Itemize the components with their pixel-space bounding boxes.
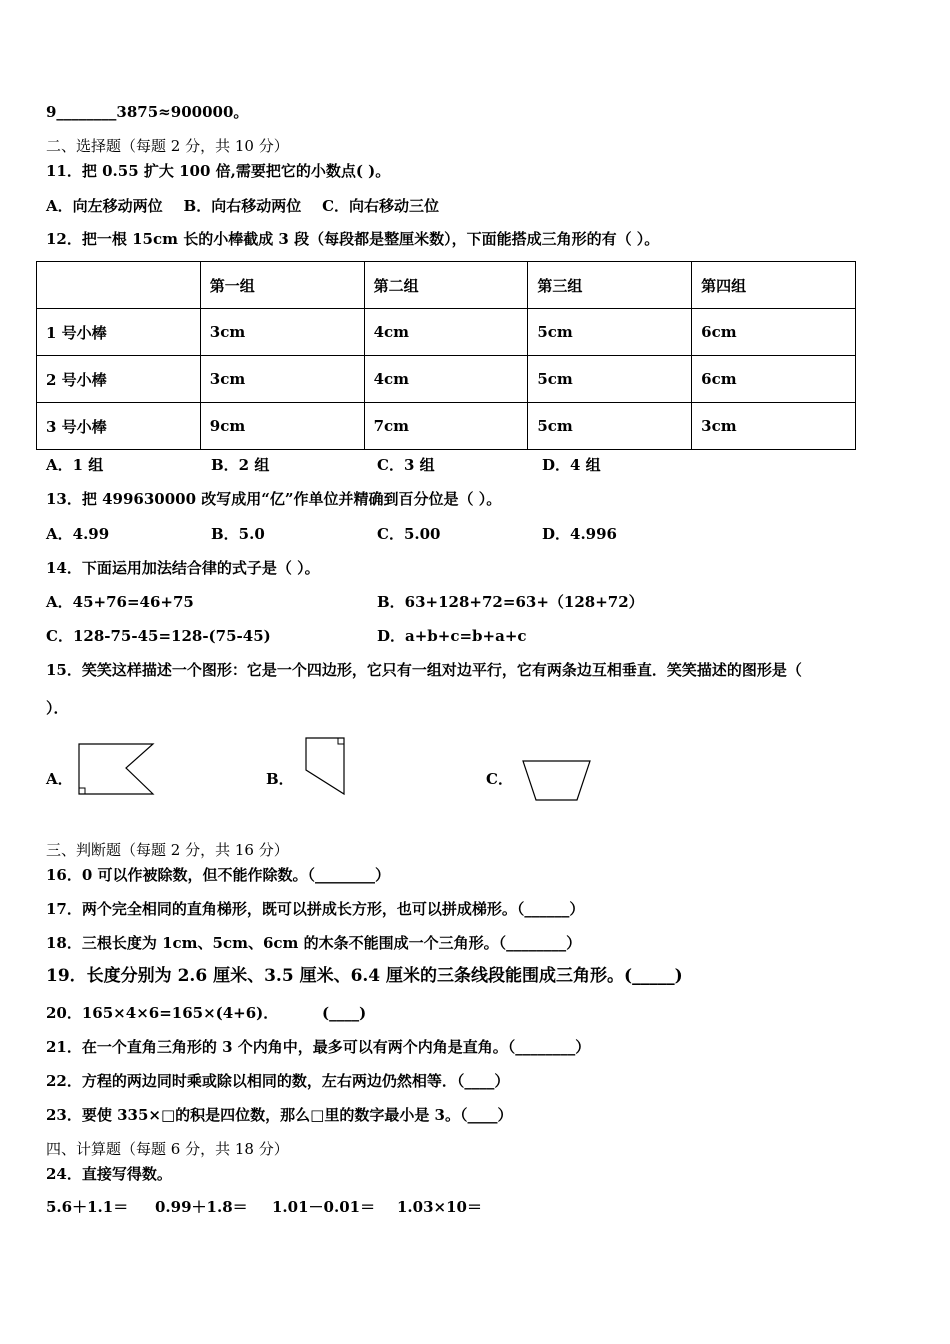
q13-option-b: B．5.0 bbox=[211, 525, 265, 543]
q12-option-a: A．1 组 bbox=[46, 456, 104, 474]
q14-text: 14．下面运用加法结合律的式子是（ ）。 bbox=[46, 559, 320, 577]
q14-option-d: D．a+b+c=b+a+c bbox=[377, 627, 527, 645]
q17-text: 17．两个完全相同的直角梯形，既可以拼成长方形，也可以拼成梯形。（______） bbox=[46, 900, 585, 918]
table-cell: 4cm bbox=[364, 356, 528, 403]
section-2-heading: 二、选择题（每题 2 分，共 10 分） bbox=[46, 137, 289, 155]
table-row bbox=[37, 403, 856, 450]
table-cell: 2 号小棒 bbox=[37, 356, 201, 403]
q15-option-a: A． bbox=[46, 770, 73, 788]
q9-line: 9________3875≈900000。 bbox=[46, 103, 249, 121]
q18-text: 18．三根长度为 1cm、5cm、6cm 的木条不能围成一个三角形。（________） bbox=[46, 934, 582, 952]
q16-text: 16．0 可以作被除数，但不能作除数。（________） bbox=[46, 866, 391, 884]
q23-text: 23．要使 335×□的积是四位数，那么□里的数字最小是 3。（____） bbox=[46, 1106, 513, 1124]
q20-answer-blank[interactable]: (____) bbox=[322, 1004, 367, 1022]
table-cell: 第三组 bbox=[528, 262, 692, 309]
table-cell bbox=[37, 262, 201, 309]
q24-item: 5.6＋1.1＝ bbox=[46, 1198, 129, 1216]
table-cell: 5cm bbox=[528, 356, 692, 403]
q14-option-a: A．45+76=46+75 bbox=[46, 593, 194, 611]
section-4-heading: 四、计算题（每题 6 分，共 18 分） bbox=[46, 1140, 289, 1158]
q22-text: 22．方程的两边同时乘或除以相同的数，左右两边仍然相等．（____） bbox=[46, 1072, 510, 1090]
q12-text: 12．把一根 15cm 长的小棒截成 3 段（每段都是整厘米数），下面能搭成三角形的有（ ）。 bbox=[46, 230, 660, 248]
q21-text: 21．在一个直角三角形的 3 个内角中，最多可以有两个内角是直角。（________） bbox=[46, 1038, 591, 1056]
q13-option-d: D．4.996 bbox=[542, 525, 617, 543]
q15-figure-c bbox=[520, 758, 594, 804]
table-cell: 第一组 bbox=[200, 262, 364, 309]
section-3-heading: 三、判断题（每题 2 分，共 16 分） bbox=[46, 841, 289, 859]
q24-text: 24．直接写得数。 bbox=[46, 1165, 172, 1183]
q15-option-c: C． bbox=[486, 770, 513, 788]
q14-option-b: B．63+128+72=63+（128+72） bbox=[377, 593, 644, 611]
q12-option-b: B．2 组 bbox=[211, 456, 270, 474]
q12-option-d: D．4 组 bbox=[542, 456, 601, 474]
q15-figure-b bbox=[302, 736, 348, 798]
table-cell: 9cm bbox=[200, 403, 364, 450]
table-cell: 6cm bbox=[692, 309, 856, 356]
table-row bbox=[37, 309, 856, 356]
table-cell: 3cm bbox=[200, 356, 364, 403]
table-cell: 7cm bbox=[364, 403, 528, 450]
table-cell: 第四组 bbox=[692, 262, 856, 309]
table-cell: 4cm bbox=[364, 309, 528, 356]
q15-text: 15．笑笑这样描述一个图形：它是一个四边形，它只有一组对边平行，它有两条边互相垂直．笑笑描述的图形是（ bbox=[46, 661, 802, 679]
table-row bbox=[37, 356, 856, 403]
stick-table bbox=[36, 261, 856, 450]
q19-text: 19．长度分别为 2.6 厘米、3.5 厘米、6.4 厘米的三条线段能围成三角形。(_____) bbox=[46, 966, 683, 986]
table-cell: 6cm bbox=[692, 356, 856, 403]
q15-figure-a bbox=[76, 742, 158, 798]
q24-item: 1.01－0.01＝ bbox=[272, 1198, 376, 1216]
q13-option-c: C．5.00 bbox=[377, 525, 441, 543]
q13-text: 13．把 499630000 改写成用“亿”作单位并精确到百分位是（ ）。 bbox=[46, 490, 502, 508]
q15-text-end: ）． bbox=[46, 699, 69, 717]
table-cell: 第二组 bbox=[364, 262, 528, 309]
q15-option-b: B． bbox=[266, 770, 294, 788]
q11-options: A．向左移动两位 B．向右移动两位 C．向右移动三位 bbox=[46, 197, 440, 215]
table-cell: 1 号小棒 bbox=[37, 309, 201, 356]
table-cell: 3cm bbox=[200, 309, 364, 356]
table-cell: 5cm bbox=[528, 403, 692, 450]
q14-option-c: C．128-75-45=128-(75-45) bbox=[46, 627, 271, 645]
table-cell: 3cm bbox=[692, 403, 856, 450]
q20-text: 20．165×4×6=165×(4+6)． bbox=[46, 1004, 279, 1022]
table-header-row bbox=[37, 262, 856, 309]
q24-item: 0.99＋1.8＝ bbox=[155, 1198, 248, 1216]
table-cell: 3 号小棒 bbox=[37, 403, 201, 450]
q13-option-a: A．4.99 bbox=[46, 525, 110, 543]
q24-item: 1.03×10＝ bbox=[397, 1198, 482, 1216]
table-cell: 5cm bbox=[528, 309, 692, 356]
q12-option-c: C．3 组 bbox=[377, 456, 435, 474]
q11-text: 11．把 0.55 扩大 100 倍,需要把它的小数点( )。 bbox=[46, 162, 391, 180]
